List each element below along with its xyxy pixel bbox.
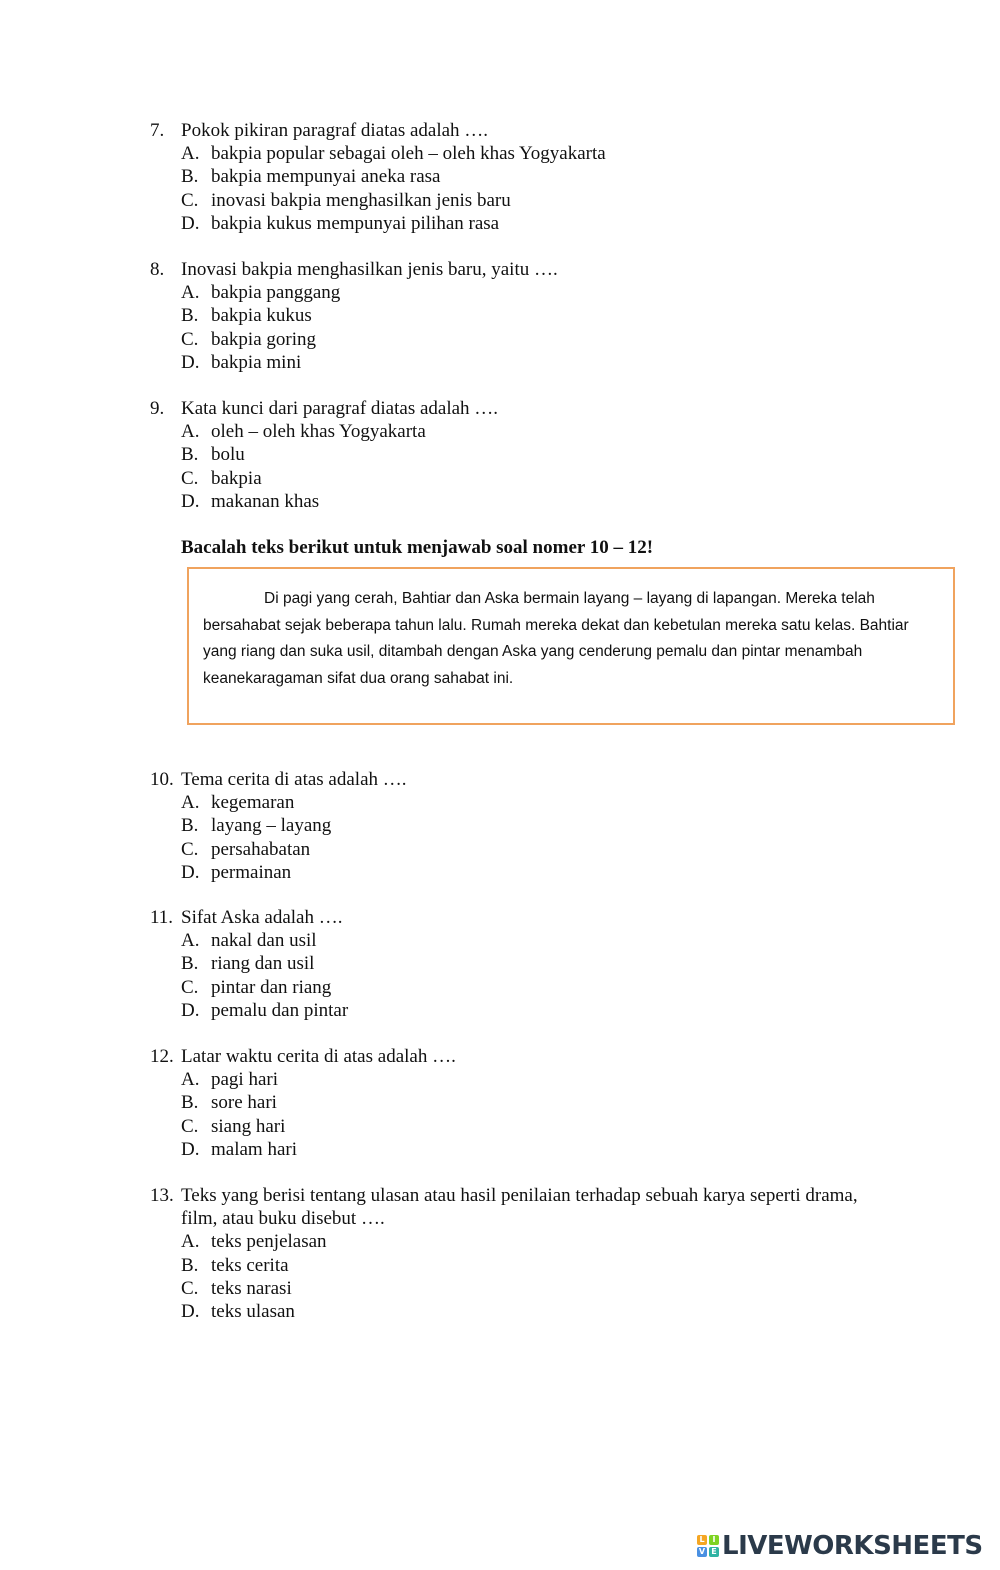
option-c[interactable] — [181, 838, 861, 861]
option-text: bakpia kukus mempunyai pilihan rasa — [211, 212, 500, 234]
option-a[interactable] — [181, 142, 861, 165]
option-text: inovasi bakpia menghasilkan jenis baru — [211, 189, 511, 211]
option-d[interactable] — [181, 351, 861, 374]
option-text: pintar dan riang — [211, 976, 332, 998]
option-letter: D. — [181, 1138, 200, 1160]
option-letter: D. — [181, 999, 200, 1021]
question-text: Tema cerita di atas adalah …. — [181, 769, 407, 790]
question-number: 8. — [150, 259, 165, 280]
option-d[interactable] — [181, 1300, 861, 1323]
question-9 — [150, 397, 861, 513]
option-letter: B. — [181, 305, 199, 327]
option-text: siang hari — [211, 1115, 286, 1137]
option-d[interactable] — [181, 212, 861, 235]
option-a[interactable] — [181, 1230, 861, 1253]
option-b[interactable] — [181, 304, 861, 327]
question-10 — [150, 768, 861, 884]
option-letter: A. — [181, 282, 200, 304]
logo-cell: I — [709, 1535, 719, 1545]
option-d[interactable] — [181, 999, 861, 1022]
question-13 — [150, 1184, 861, 1323]
option-text: persahabatan — [211, 838, 311, 860]
question-text: Pokok pikiran paragraf diatas adalah …. — [181, 120, 489, 141]
option-text: malam hari — [211, 1138, 297, 1160]
question-text: Inovasi bakpia menghasilkan jenis baru, yaitu …. — [181, 259, 558, 280]
question-number: 11. — [150, 907, 174, 928]
option-letter: C. — [181, 328, 199, 350]
option-letter: C. — [181, 1115, 199, 1137]
question-number: 10. — [150, 769, 174, 790]
option-d[interactable] — [181, 861, 861, 884]
logo-text: LIVEWORKSHEETS — [722, 1531, 983, 1561]
question-number: 7. — [150, 120, 165, 141]
option-letter: A. — [181, 1069, 200, 1091]
option-letter: A. — [181, 421, 200, 443]
option-a[interactable] — [181, 281, 861, 304]
option-text: kegemaran — [211, 792, 295, 814]
option-text: teks cerita — [211, 1254, 289, 1276]
option-a[interactable] — [181, 791, 861, 814]
option-letter: B. — [181, 953, 199, 975]
option-c[interactable] — [181, 467, 861, 490]
option-letter: A. — [181, 792, 200, 814]
option-letter: A. — [181, 1231, 200, 1253]
option-letter: C. — [181, 976, 199, 998]
option-letter: D. — [181, 861, 200, 883]
option-b[interactable] — [181, 443, 861, 466]
option-text: bolu — [211, 444, 245, 466]
question-11 — [150, 906, 861, 1022]
option-text: nakal dan usil — [211, 930, 317, 952]
option-b[interactable] — [181, 814, 861, 837]
option-letter: C. — [181, 838, 199, 860]
logo-cell: E — [709, 1547, 719, 1557]
option-letter: B. — [181, 1092, 199, 1114]
option-letter: B. — [181, 1254, 199, 1276]
question-text: Sifat Aska adalah …. — [181, 907, 343, 928]
option-c[interactable] — [181, 189, 861, 212]
option-letter: C. — [181, 189, 199, 211]
option-letter: D. — [181, 351, 200, 373]
option-text: bakpia panggang — [211, 282, 341, 304]
option-b[interactable] — [181, 1091, 861, 1114]
option-text: sore hari — [211, 1092, 277, 1114]
option-letter: B. — [181, 815, 199, 837]
option-text: bakpia popular sebagai oleh – oleh khas Yogyakarta — [211, 143, 606, 165]
option-a[interactable] — [181, 929, 861, 952]
option-c[interactable] — [181, 1277, 861, 1300]
logo-mark-icon — [697, 1535, 719, 1557]
option-a[interactable] — [181, 1068, 861, 1091]
option-d[interactable] — [181, 490, 861, 513]
question-8 — [150, 258, 861, 374]
reading-passage: Di pagi yang cerah, Bahtiar dan Aska bermain layang – layang di lapangan. Mereka telah bersahabat sejak beberapa tahun lalu. Rumah mereka dekat dan kebetulan mereka satu kelas. Bahtiar yang riang dan suka usil, ditambah dengan Aska yang cenderung pemalu dan pintar menambah keanekaragaman sifat dua orang sahabat ini. — [187, 567, 955, 725]
option-b[interactable] — [181, 952, 861, 975]
option-letter: C. — [181, 467, 199, 489]
logo-cell: L — [697, 1535, 707, 1545]
option-b[interactable] — [181, 1254, 861, 1277]
option-text: teks narasi — [211, 1277, 292, 1299]
option-text: bakpia — [211, 467, 262, 489]
option-letter: D. — [181, 212, 200, 234]
option-letter: A. — [181, 143, 200, 165]
question-number: 12. — [150, 1046, 174, 1067]
option-letter: B. — [181, 444, 199, 466]
option-letter: B. — [181, 166, 199, 188]
option-text: bakpia kukus — [211, 305, 312, 327]
option-c[interactable] — [181, 976, 861, 999]
option-letter: C. — [181, 1277, 199, 1299]
option-d[interactable] — [181, 1138, 861, 1161]
option-letter: D. — [181, 1301, 200, 1323]
option-text: bakpia mempunyai aneka rasa — [211, 166, 441, 188]
option-text: bakpia goring — [211, 328, 317, 350]
question-number: 13. — [150, 1185, 174, 1206]
reading-instruction: Bacalah teks berikut untuk menjawab soal nomer 10 – 12! — [181, 537, 654, 558]
question-number: 9. — [150, 398, 165, 419]
option-c[interactable] — [181, 1115, 861, 1138]
logo-cell: V — [698, 1547, 706, 1556]
option-text: pemalu dan pintar — [211, 999, 349, 1021]
liveworksheets-logo[interactable] — [697, 1531, 983, 1561]
option-a[interactable] — [181, 420, 861, 443]
option-b[interactable] — [181, 165, 861, 188]
option-letter: D. — [181, 490, 200, 512]
question-12 — [150, 1045, 861, 1161]
option-letter: A. — [181, 930, 200, 952]
option-text: layang – layang — [211, 815, 332, 837]
option-text: pagi hari — [211, 1069, 279, 1091]
option-text: teks ulasan — [211, 1301, 295, 1323]
option-c[interactable] — [181, 328, 861, 351]
option-text: bakpia mini — [211, 351, 302, 373]
option-text: oleh – oleh khas Yogyakarta — [211, 421, 426, 443]
question-text: Kata kunci dari paragraf diatas adalah …. — [181, 398, 499, 419]
option-text: riang dan usil — [211, 953, 315, 975]
question-text: Teks yang berisi tentang ulasan atau hasil penilaian terhadap sebuah karya seperti drama, film, atau buku disebut …. — [181, 1185, 858, 1230]
option-text: makanan khas — [211, 490, 320, 512]
option-text: teks penjelasan — [211, 1231, 327, 1253]
question-7 — [150, 119, 861, 235]
option-text: permainan — [211, 861, 292, 883]
question-text: Latar waktu cerita di atas adalah …. — [181, 1046, 456, 1067]
